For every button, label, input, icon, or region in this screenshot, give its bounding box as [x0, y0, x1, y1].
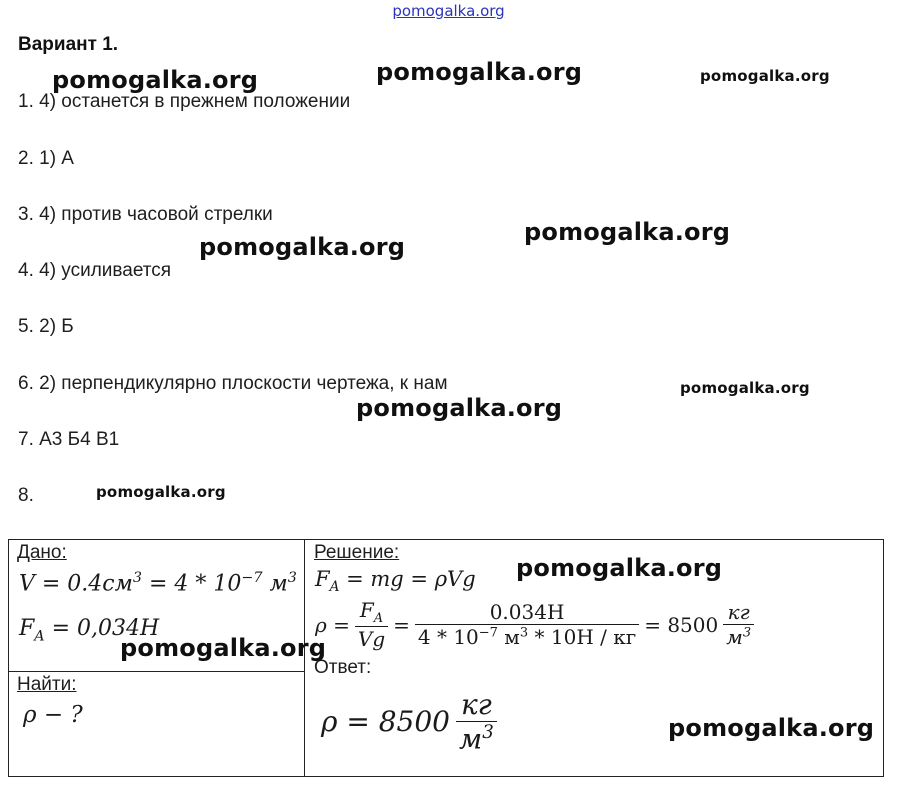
watermark-5: pomogalka.org	[524, 218, 731, 246]
watermark-2: pomogalka.org	[376, 58, 583, 86]
fraction-numeric: $\frac{0.034Н}{4 * 10^{-7} м^3 * 10Н / кг}$	[415, 600, 639, 649]
answer-item-4: 4. 4) усиливается	[18, 260, 172, 281]
given-force: $F_A = 0,034Н$	[19, 616, 160, 645]
formula-archimedes: $F_A$ = mg = ρVg	[315, 567, 476, 596]
answer-item-5: 5. 2) Б	[18, 316, 74, 337]
watermark-8: pomogalka.org	[96, 483, 226, 501]
find-expression: ρ − ?	[23, 702, 83, 728]
watermark-3: pomogalka.org	[700, 67, 830, 85]
watermark-1: pomogalka.org	[52, 66, 259, 94]
solution-header: Решение:	[314, 542, 400, 563]
watermark-7: pomogalka.org	[356, 394, 563, 422]
given-header: Дано:	[17, 542, 67, 563]
answer-item-7: 7. А3 Б4 В1	[18, 429, 120, 450]
watermark-4: pomogalka.org	[199, 233, 406, 261]
fraction-symbolic: $\frac{F_A}{Vg}$	[355, 598, 388, 651]
watermark-11: pomogalka.org	[668, 714, 875, 742]
variant-title: Вариант 1.	[18, 34, 119, 55]
given-volume: $V = 0.4см^3 = 4 * 10^{-7}$ $м^3$	[19, 570, 297, 597]
fraction-answer-unit: $\frac{кг}{м^3}$	[456, 688, 497, 755]
site-link[interactable]: pomogalka.org	[392, 2, 505, 20]
watermark-6: pomogalka.org	[680, 379, 810, 397]
answer-header: Ответ:	[314, 657, 372, 678]
watermark-9: pomogalka.org	[516, 554, 723, 582]
table-divider-horizontal	[9, 671, 305, 672]
answer-item-1: 1. 4) останется в прежнем положении	[18, 91, 351, 112]
answer-item-3: 3. 4) против часовой стрелки	[18, 204, 273, 225]
answer-item-8: 8.	[18, 485, 34, 506]
formula-density: ρ = $\frac{F_A}{Vg}$ = $\frac{0.034Н}{4 * 10^{-7} м^3 * 10Н / кг}$ = 8500 $\frac{кг}{м^3}$	[315, 598, 754, 651]
answer-item-2: 2. 1) А	[18, 148, 74, 169]
watermark-10: pomogalka.org	[120, 634, 327, 662]
find-header: Найти:	[17, 674, 77, 695]
answer-item-6: 6. 2) перпендикулярно плоскости чертежа, к нам	[18, 373, 448, 394]
fraction-unit: $\frac{кг}{м^3}$	[723, 600, 754, 649]
final-answer: ρ = 8500 $\frac{кг}{м^3}$	[321, 688, 497, 755]
